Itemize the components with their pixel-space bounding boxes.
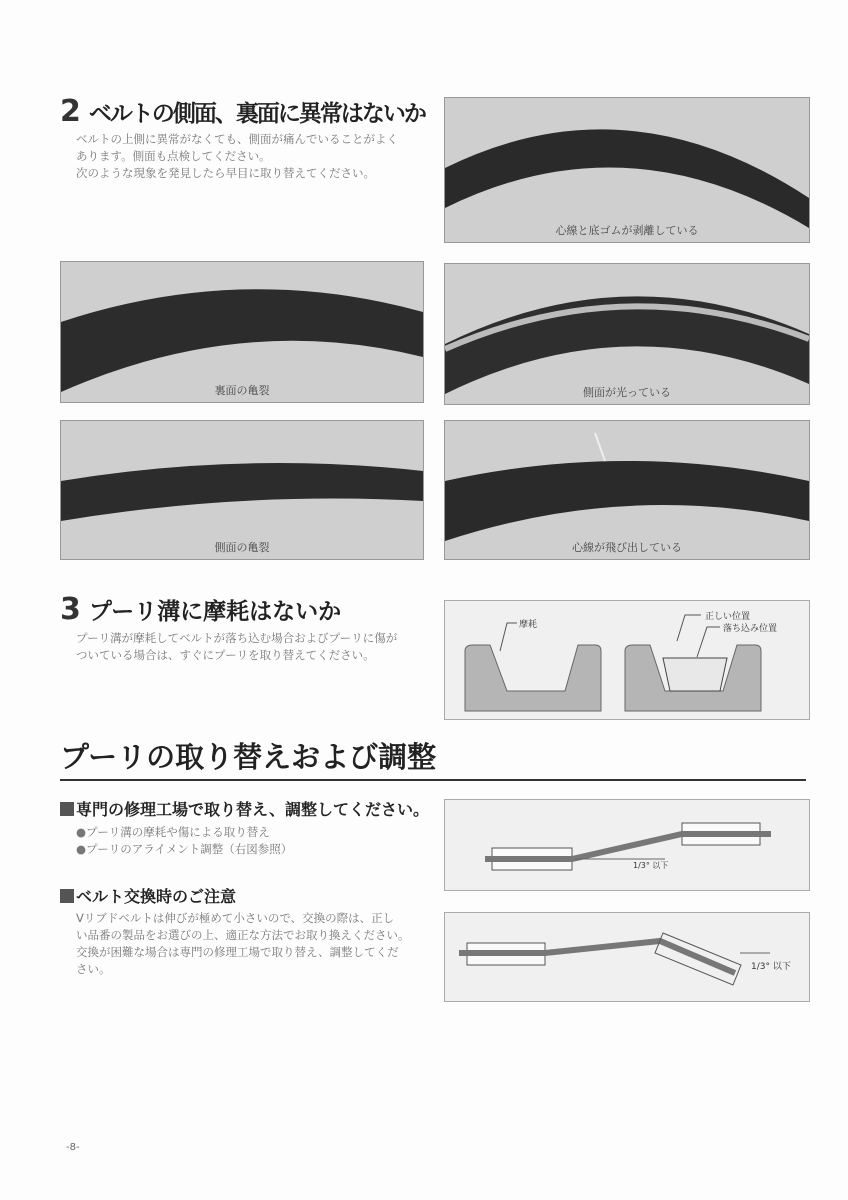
wear-label: 摩耗 [519,620,538,630]
heading-rule [60,779,806,781]
square-bullet-icon [60,802,74,816]
section3-heading: 3 プーリ溝に摩耗はないか [60,592,342,627]
section3-text: プーリ溝が摩耗してベルトが落ち込む場合およびプーリに傷が ついている場合は、すぐにプーリを取り替えてください。 [76,631,398,662]
caution-text: Vリブドベルトは伸びが極めて小さいので、交換の際は、正し い品番の製品をお選びの上、適正な方法でお取り換えください。 交換が困難な場合は専門の修理工場で取り替え、調整してくだ さい。 [76,911,410,976]
photo-cord-protrusion: 心線が飛び出している [444,420,810,560]
square-bullet-icon [60,889,74,903]
section2-heading: 2 ベルトの側面、裏面に異常はないか [60,94,425,129]
pulley-heading: プーリの取り替えおよび調整 [60,740,437,774]
alignment-diagram-angle [444,912,810,1002]
sub-heading-repair: 専門の修理工場で取り替え、調整してください。 [60,797,429,820]
photo-side-crack: 側面の亀裂 [60,420,424,560]
alignment-diagram-offset [444,799,810,891]
photo-back-crack: 裏面の亀裂 [60,261,424,403]
correct-position-label: 正しい位置 [705,612,751,622]
photo-glazed-side: 側面が光っている [444,263,810,405]
repair-bullets: ●プーリ溝の摩耗や傷による取り替え ●プーリのアライメント調整（右図参照） [76,825,293,856]
pulley-groove-diagram [444,600,810,720]
photo-delamination: 心線と底ゴムが剥離している [444,97,810,243]
angle-label-offset: 1/3° 以下 [633,861,669,870]
angle-label-tilt: 1/3° 以下 [751,962,791,972]
sub-heading-caution: ベルト交換時のご注意 [60,884,236,907]
page-number: -8- [66,1142,80,1153]
section2-text: ベルトの上側に異常がなくても、側面が痛んでいることがよく あります。側面も点検してください。 次のような現象を発見したら早目に取り替えてください。 [76,132,398,180]
sunk-position-label: 落ち込み位置 [723,624,778,634]
